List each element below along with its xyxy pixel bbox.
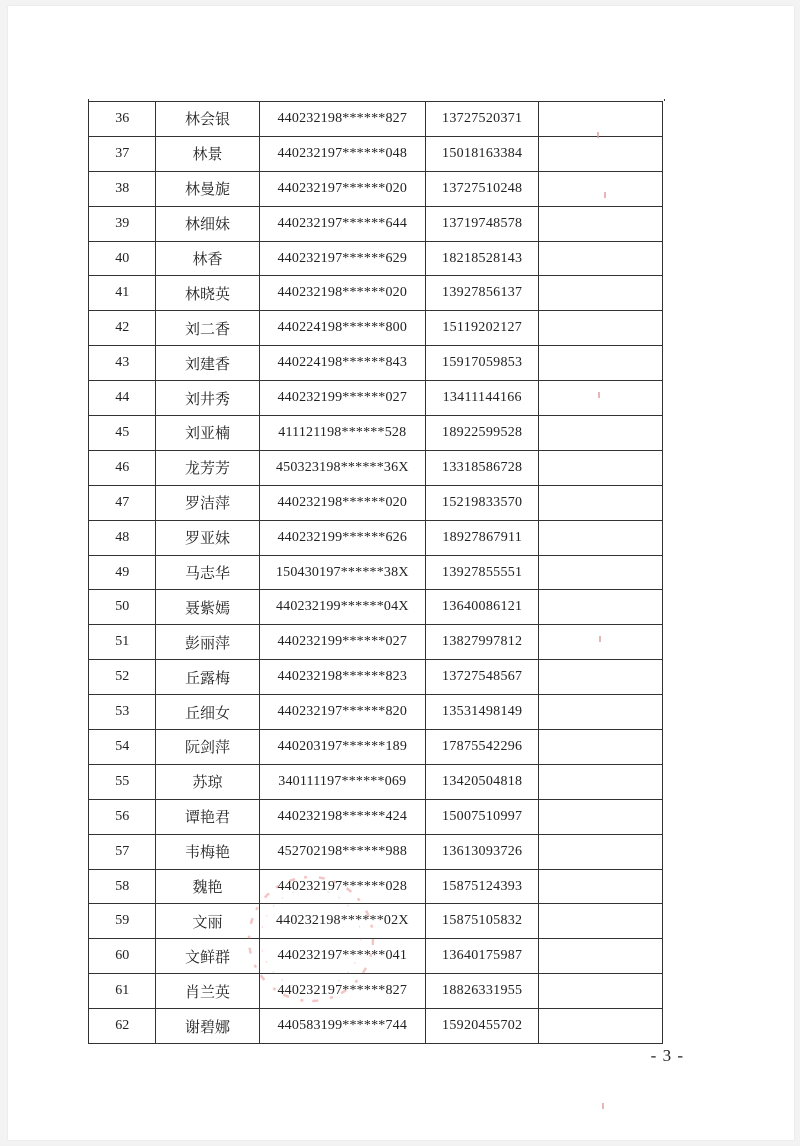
page-number: - 3 - bbox=[650, 1046, 684, 1065]
blank-cell bbox=[539, 520, 663, 555]
person-name: 刘建香 bbox=[156, 346, 259, 381]
row-number: 44 bbox=[89, 381, 156, 416]
phone-number: 18218528143 bbox=[426, 241, 539, 276]
phone-number: 15917059853 bbox=[426, 346, 539, 381]
row-number: 37 bbox=[89, 136, 156, 171]
blank-cell bbox=[539, 799, 663, 834]
blank-cell bbox=[539, 660, 663, 695]
blank-cell bbox=[539, 730, 663, 765]
table-row bbox=[89, 311, 663, 346]
id-number: 440232199******04X bbox=[259, 590, 425, 625]
person-name: 聂紫嫣 bbox=[156, 590, 259, 625]
id-number: 440583199******744 bbox=[259, 1009, 425, 1044]
phone-number: 13827997812 bbox=[426, 625, 539, 660]
blank-cell bbox=[539, 974, 663, 1009]
blank-cell bbox=[539, 555, 663, 590]
table-row bbox=[89, 764, 663, 799]
id-number: 440232199******027 bbox=[259, 381, 425, 416]
scan-speck bbox=[598, 392, 600, 398]
person-name: 刘井秀 bbox=[156, 381, 259, 416]
table-row bbox=[89, 555, 663, 590]
blank-cell bbox=[539, 450, 663, 485]
person-name: 林会银 bbox=[156, 102, 259, 137]
row-number: 46 bbox=[89, 450, 156, 485]
row-number: 45 bbox=[89, 416, 156, 451]
row-number: 61 bbox=[89, 974, 156, 1009]
blank-cell bbox=[539, 904, 663, 939]
table-row bbox=[89, 834, 663, 869]
id-number: 440232197******041 bbox=[259, 939, 425, 974]
table-row bbox=[89, 974, 663, 1009]
id-number: 440232197******028 bbox=[259, 869, 425, 904]
person-name: 林景 bbox=[156, 136, 259, 171]
person-name: 文鲜群 bbox=[156, 939, 259, 974]
person-name: 马志华 bbox=[156, 555, 259, 590]
person-name: 苏琼 bbox=[156, 764, 259, 799]
person-name: 文丽 bbox=[156, 904, 259, 939]
phone-number: 13613093726 bbox=[426, 834, 539, 869]
blank-cell bbox=[539, 136, 663, 171]
blank-cell bbox=[539, 276, 663, 311]
scan-speck bbox=[597, 132, 599, 138]
phone-number: 18927867911 bbox=[426, 520, 539, 555]
person-name: 肖兰英 bbox=[156, 974, 259, 1009]
phone-number: 13531498149 bbox=[426, 695, 539, 730]
row-number: 41 bbox=[89, 276, 156, 311]
table-row bbox=[89, 520, 663, 555]
id-number: 440232197******020 bbox=[259, 171, 425, 206]
row-number: 42 bbox=[89, 311, 156, 346]
person-name: 阮剑萍 bbox=[156, 730, 259, 765]
table-row bbox=[89, 381, 663, 416]
table-row bbox=[89, 799, 663, 834]
table-row bbox=[89, 695, 663, 730]
id-number: 440232198******020 bbox=[259, 276, 425, 311]
phone-number: 13411144166 bbox=[426, 381, 539, 416]
table-row bbox=[89, 660, 663, 695]
table-row bbox=[89, 346, 663, 381]
row-number: 60 bbox=[89, 939, 156, 974]
scan-speck bbox=[604, 192, 606, 198]
table-row bbox=[89, 869, 663, 904]
row-number: 58 bbox=[89, 869, 156, 904]
table-row bbox=[89, 939, 663, 974]
table-row bbox=[89, 904, 663, 939]
blank-cell bbox=[539, 206, 663, 241]
scan-speck bbox=[602, 1103, 604, 1109]
row-number: 53 bbox=[89, 695, 156, 730]
blank-cell bbox=[539, 485, 663, 520]
row-number: 56 bbox=[89, 799, 156, 834]
person-name: 刘亚楠 bbox=[156, 416, 259, 451]
row-number: 62 bbox=[89, 1009, 156, 1044]
table-row bbox=[89, 276, 663, 311]
blank-cell bbox=[539, 834, 663, 869]
blank-cell bbox=[539, 590, 663, 625]
phone-number: 13719748578 bbox=[426, 206, 539, 241]
row-number: 43 bbox=[89, 346, 156, 381]
phone-number: 18826331955 bbox=[426, 974, 539, 1009]
id-number: 452702198******988 bbox=[259, 834, 425, 869]
phone-number: 17875542296 bbox=[426, 730, 539, 765]
person-name: 魏艳 bbox=[156, 869, 259, 904]
id-number: 440203197******189 bbox=[259, 730, 425, 765]
table-row bbox=[89, 241, 663, 276]
phone-number: 13727520371 bbox=[426, 102, 539, 137]
person-name: 林细妹 bbox=[156, 206, 259, 241]
table-row bbox=[89, 416, 663, 451]
person-name: 丘露梅 bbox=[156, 660, 259, 695]
id-number: 440232198******020 bbox=[259, 485, 425, 520]
blank-cell bbox=[539, 241, 663, 276]
row-number: 48 bbox=[89, 520, 156, 555]
id-number: 440232197******827 bbox=[259, 974, 425, 1009]
id-number: 340111197******069 bbox=[259, 764, 425, 799]
person-name: 彭丽萍 bbox=[156, 625, 259, 660]
phone-number: 15007510997 bbox=[426, 799, 539, 834]
id-number: 440232199******027 bbox=[259, 625, 425, 660]
phone-number: 15018163384 bbox=[426, 136, 539, 171]
id-number: 440232197******629 bbox=[259, 241, 425, 276]
blank-cell bbox=[539, 1009, 663, 1044]
person-name: 林晓英 bbox=[156, 276, 259, 311]
id-number: 440232197******820 bbox=[259, 695, 425, 730]
phone-number: 15875105832 bbox=[426, 904, 539, 939]
blank-cell bbox=[539, 869, 663, 904]
blank-cell bbox=[539, 939, 663, 974]
row-number: 36 bbox=[89, 102, 156, 137]
table-row bbox=[89, 485, 663, 520]
table-row bbox=[89, 171, 663, 206]
person-name: 谭艳君 bbox=[156, 799, 259, 834]
phone-number: 15875124393 bbox=[426, 869, 539, 904]
id-number: 440232197******048 bbox=[259, 136, 425, 171]
blank-cell bbox=[539, 102, 663, 137]
row-number: 52 bbox=[89, 660, 156, 695]
blank-cell bbox=[539, 625, 663, 660]
row-number: 57 bbox=[89, 834, 156, 869]
phone-number: 13420504818 bbox=[426, 764, 539, 799]
scan-speck bbox=[599, 636, 601, 642]
roster-body bbox=[89, 102, 663, 1044]
table-row bbox=[89, 136, 663, 171]
id-number: 440224198******843 bbox=[259, 346, 425, 381]
person-name: 丘细女 bbox=[156, 695, 259, 730]
phone-number: 13640086121 bbox=[426, 590, 539, 625]
table-row bbox=[89, 730, 663, 765]
row-number: 55 bbox=[89, 764, 156, 799]
phone-number: 13640175987 bbox=[426, 939, 539, 974]
id-number: 440232198******424 bbox=[259, 799, 425, 834]
phone-number: 15920455702 bbox=[426, 1009, 539, 1044]
person-name: 龙芳芳 bbox=[156, 450, 259, 485]
row-number: 47 bbox=[89, 485, 156, 520]
person-name: 林香 bbox=[156, 241, 259, 276]
row-number: 38 bbox=[89, 171, 156, 206]
row-number: 39 bbox=[89, 206, 156, 241]
blank-cell bbox=[539, 346, 663, 381]
table-row bbox=[89, 450, 663, 485]
person-name: 罗亚妹 bbox=[156, 520, 259, 555]
id-number: 440232198******823 bbox=[259, 660, 425, 695]
table-row bbox=[89, 1009, 663, 1044]
person-name: 韦梅艳 bbox=[156, 834, 259, 869]
phone-number: 15219833570 bbox=[426, 485, 539, 520]
document-page bbox=[8, 6, 794, 1140]
id-number: 440232198******827 bbox=[259, 102, 425, 137]
blank-cell bbox=[539, 695, 663, 730]
blank-cell bbox=[539, 416, 663, 451]
person-name: 刘二香 bbox=[156, 311, 259, 346]
id-number: 440232198******02X bbox=[259, 904, 425, 939]
phone-number: 13927856137 bbox=[426, 276, 539, 311]
row-number: 50 bbox=[89, 590, 156, 625]
table-row bbox=[89, 102, 663, 137]
row-number: 59 bbox=[89, 904, 156, 939]
id-number: 150430197******38X bbox=[259, 555, 425, 590]
person-name: 林曼旎 bbox=[156, 171, 259, 206]
table-row bbox=[89, 206, 663, 241]
blank-cell bbox=[539, 171, 663, 206]
id-number: 450323198******36X bbox=[259, 450, 425, 485]
table-row bbox=[89, 625, 663, 660]
table-row bbox=[89, 590, 663, 625]
row-number: 40 bbox=[89, 241, 156, 276]
phone-number: 13318586728 bbox=[426, 450, 539, 485]
row-number: 51 bbox=[89, 625, 156, 660]
phone-number: 15119202127 bbox=[426, 311, 539, 346]
roster-table bbox=[88, 101, 663, 1044]
person-name: 谢碧娜 bbox=[156, 1009, 259, 1044]
id-number: 440232197******644 bbox=[259, 206, 425, 241]
blank-cell bbox=[539, 311, 663, 346]
blank-cell bbox=[539, 764, 663, 799]
id-number: 411121198******528 bbox=[259, 416, 425, 451]
row-number: 49 bbox=[89, 555, 156, 590]
phone-number: 13927855551 bbox=[426, 555, 539, 590]
phone-number: 13727510248 bbox=[426, 171, 539, 206]
phone-number: 18922599528 bbox=[426, 416, 539, 451]
id-number: 440232199******626 bbox=[259, 520, 425, 555]
blank-cell bbox=[539, 381, 663, 416]
id-number: 440224198******800 bbox=[259, 311, 425, 346]
row-number: 54 bbox=[89, 730, 156, 765]
phone-number: 13727548567 bbox=[426, 660, 539, 695]
person-name: 罗洁萍 bbox=[156, 485, 259, 520]
